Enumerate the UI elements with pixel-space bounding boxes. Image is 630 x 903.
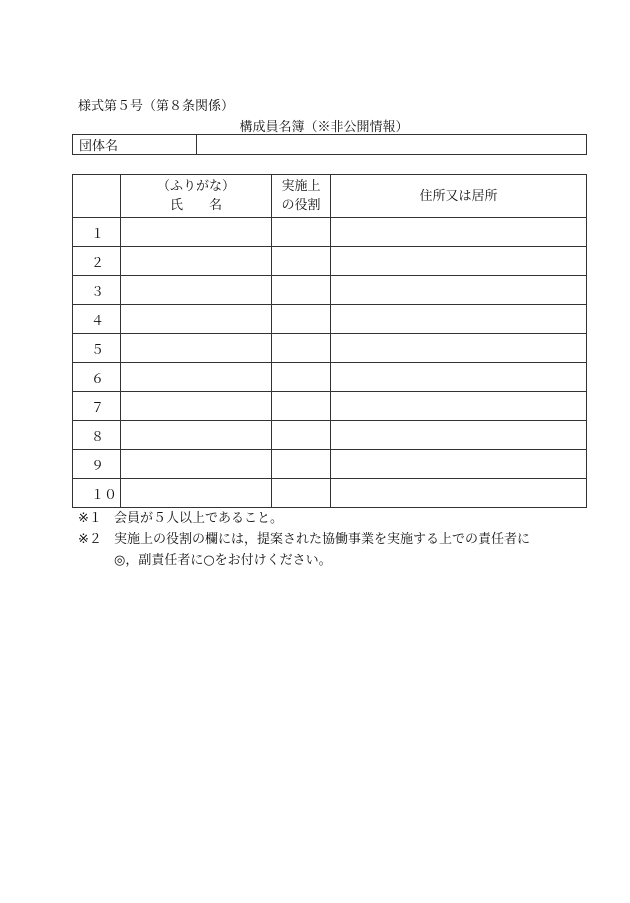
note-2-continuation: ◎，副責任者に○をお付けください。 bbox=[114, 553, 332, 568]
header-no bbox=[73, 175, 121, 218]
table-row bbox=[73, 363, 587, 392]
role-cell[interactable] bbox=[272, 218, 331, 247]
table-row bbox=[73, 305, 587, 334]
name-cell[interactable] bbox=[121, 363, 272, 392]
name-cell[interactable] bbox=[121, 421, 272, 450]
role-cell[interactable] bbox=[272, 479, 331, 508]
group-name-label: 団体名 bbox=[73, 135, 197, 155]
table-row bbox=[73, 334, 587, 363]
row-number: ７ bbox=[73, 392, 121, 421]
table-row bbox=[73, 450, 587, 479]
table-row bbox=[73, 218, 587, 247]
header-name bbox=[121, 175, 272, 218]
role-cell[interactable] bbox=[272, 363, 331, 392]
row-number: ８ bbox=[73, 421, 121, 450]
group-name-table bbox=[72, 134, 587, 155]
row-number: ５ bbox=[73, 334, 121, 363]
address-cell[interactable] bbox=[331, 276, 587, 305]
role-cell[interactable] bbox=[272, 334, 331, 363]
name-cell[interactable] bbox=[121, 334, 272, 363]
header-role-line2: の役割 bbox=[281, 198, 321, 213]
name-cell[interactable] bbox=[121, 276, 272, 305]
table-row bbox=[73, 421, 587, 450]
address-cell[interactable] bbox=[331, 392, 587, 421]
member-table bbox=[72, 174, 587, 508]
note-1-text: 会員が５人以上であること。 bbox=[114, 511, 284, 526]
row-number: １ bbox=[73, 218, 121, 247]
address-cell[interactable] bbox=[331, 479, 587, 508]
role-cell[interactable] bbox=[272, 276, 331, 305]
address-cell[interactable] bbox=[331, 218, 587, 247]
row-number: ４ bbox=[73, 305, 121, 334]
row-number: １０ bbox=[73, 479, 121, 508]
note-2-text: 実施上の役割の欄には，提案された協働事業を実施する上での責任者に bbox=[114, 532, 531, 547]
page-title: 構成員名簿（※非公開情報） bbox=[239, 120, 409, 135]
note-1-mark: ※１ bbox=[78, 511, 102, 526]
name-cell[interactable] bbox=[121, 392, 272, 421]
form-number: 様式第５号（第８条関係） bbox=[78, 99, 235, 114]
header-name-label: 氏 名 bbox=[169, 198, 222, 213]
table-row bbox=[73, 247, 587, 276]
row-number: ６ bbox=[73, 363, 121, 392]
name-cell[interactable] bbox=[121, 450, 272, 479]
address-cell[interactable] bbox=[331, 334, 587, 363]
table-row bbox=[73, 276, 587, 305]
row-number: ２ bbox=[73, 247, 121, 276]
note-2-mark: ※２ bbox=[78, 532, 102, 547]
role-cell[interactable] bbox=[272, 450, 331, 479]
name-cell[interactable] bbox=[121, 479, 272, 508]
address-cell[interactable] bbox=[331, 450, 587, 479]
notes bbox=[78, 508, 530, 571]
header-address: 住所又は居所 bbox=[331, 175, 587, 218]
group-name-field[interactable] bbox=[197, 135, 587, 155]
table-row bbox=[73, 392, 587, 421]
address-cell[interactable] bbox=[331, 305, 587, 334]
name-cell[interactable] bbox=[121, 218, 272, 247]
table-row bbox=[73, 479, 587, 508]
header-role bbox=[272, 175, 331, 218]
member-table-header bbox=[73, 175, 587, 218]
role-cell[interactable] bbox=[272, 421, 331, 450]
note-2 bbox=[78, 529, 530, 550]
address-cell[interactable] bbox=[331, 421, 587, 450]
role-cell[interactable] bbox=[272, 305, 331, 334]
header-role-line1: 実施上 bbox=[281, 179, 321, 194]
address-cell[interactable] bbox=[331, 363, 587, 392]
row-number: ９ bbox=[73, 450, 121, 479]
name-cell[interactable] bbox=[121, 305, 272, 334]
address-cell[interactable] bbox=[331, 247, 587, 276]
role-cell[interactable] bbox=[272, 247, 331, 276]
role-cell[interactable] bbox=[272, 392, 331, 421]
name-cell[interactable] bbox=[121, 247, 272, 276]
note-1 bbox=[78, 508, 530, 529]
row-number: ３ bbox=[73, 276, 121, 305]
header-furigana: （ふりがな） bbox=[156, 179, 235, 194]
